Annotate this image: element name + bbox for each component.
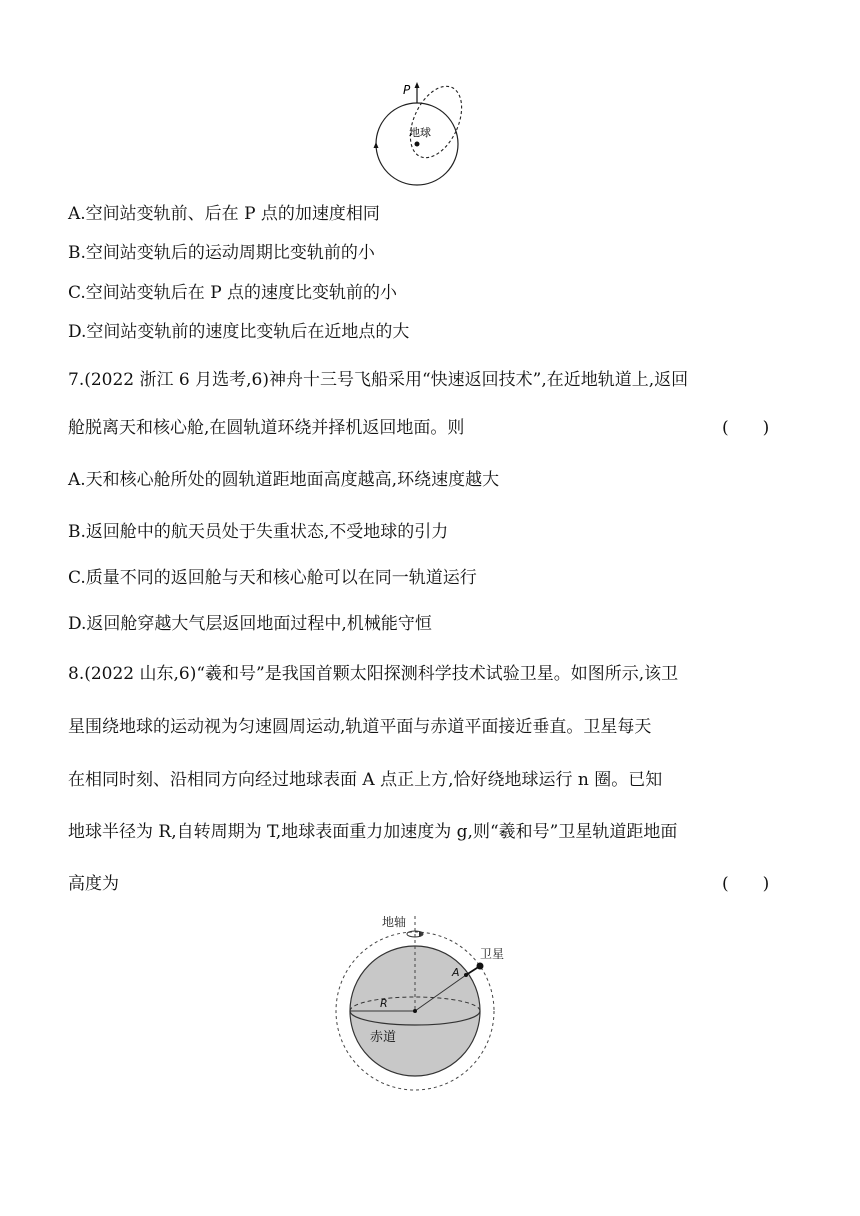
q7-option-c: C.质量不同的返回舱与天和核心舱可以在同一轨道运行 xyxy=(68,568,477,588)
q7-option-d: D.返回舱穿越大气层返回地面过程中,机械能守恒 xyxy=(68,614,432,634)
q7-option-a: A.天和核心舱所处的圆轨道距地面高度越高,环绕速度越大 xyxy=(68,470,500,490)
q6-option-a: A.空间站变轨前、后在 P 点的加速度相同 xyxy=(68,204,380,224)
q7-answer-paren: ( ) xyxy=(722,418,770,438)
point-a-label: A xyxy=(452,966,460,979)
satellite-earth-figure xyxy=(330,908,520,1098)
q8-stem-line-4: 地球半径为 R,自转周期为 T,地球表面重力加速度为 g,则“羲和号”卫星轨道距地面 xyxy=(68,822,678,842)
satellite-label: 卫星 xyxy=(480,947,505,961)
orbit-transfer-figure xyxy=(360,74,480,190)
q7-option-b: B.返回舱中的航天员处于失重状态,不受地球的引力 xyxy=(68,522,449,542)
q8-stem-line-1: 8.(2022 山东,6)“羲和号”是我国首颗太阳探测科学技术试验卫星。如图所示,该卫 xyxy=(68,664,679,684)
elliptical-orbit xyxy=(400,78,472,165)
q6-option-d: D.空间站变轨前的速度比变轨后在近地点的大 xyxy=(68,322,410,342)
earth-label: 地球 xyxy=(409,126,431,139)
q6-option-c: C.空间站变轨后在 P 点的速度比变轨前的小 xyxy=(68,283,398,303)
q8-stem-line-3: 在相同时刻、沿相同方向经过地球表面 A 点正上方,恰好绕地球运行 n 圈。已知 xyxy=(68,770,663,790)
point-p-label: P xyxy=(403,83,411,97)
q8-answer-paren: ( ) xyxy=(722,874,770,894)
velocity-arrowhead xyxy=(415,82,420,88)
q8-stem-line-2: 星围绕地球的运动视为匀速圆周运动,轨道平面与赤道平面接近垂直。卫星每天 xyxy=(68,717,652,737)
q6-option-b: B.空间站变轨后的运动周期比变轨前的小 xyxy=(68,243,375,263)
direction-arrowhead xyxy=(374,142,379,148)
axis-label: 地轴 xyxy=(382,915,407,929)
q7-stem-line-2: 舱脱离天和核心舱,在圆轨道环绕并择机返回地面。则 xyxy=(68,418,465,438)
center-dot xyxy=(413,1009,417,1013)
radius-label: R xyxy=(380,997,388,1010)
satellite-dot xyxy=(477,963,484,970)
equator-label: 赤道 xyxy=(370,1030,397,1045)
q8-stem-line-5: 高度为 xyxy=(68,874,119,894)
q7-stem-line-1: 7.(2022 浙江 6 月选考,6)神舟十三号飞船采用“快速返回技术”,在近地轨道上,返回 xyxy=(68,370,689,390)
earth-dot xyxy=(415,142,420,147)
point-a-dot xyxy=(464,973,468,977)
